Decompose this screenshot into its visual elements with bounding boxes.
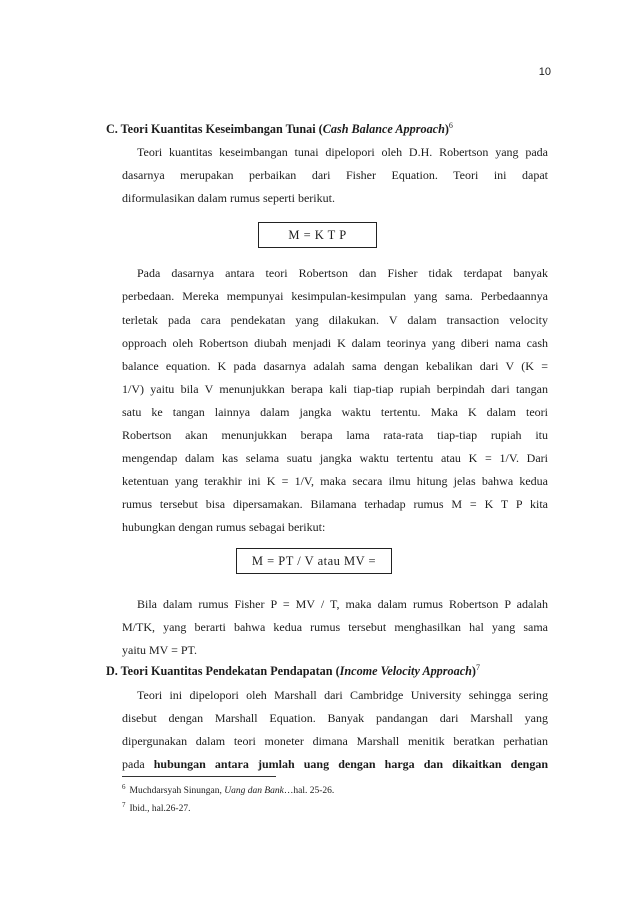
footnote-number: 6 — [122, 782, 126, 791]
page-number: 10 — [538, 66, 551, 78]
footnote-number: 7 — [122, 800, 126, 809]
section-d-italic: Income Velocity Approach — [339, 664, 472, 678]
paragraph-line: Pada dasarnya antara teori Robertson dan Fisher tidak terdapat banyak — [137, 266, 548, 280]
paragraph-line: M/TK, yang berarti bahwa kedua rumus tersebut menghasilkan hal yang sama — [122, 620, 548, 634]
paragraph-line: satu ke tangan lainnya dalam jangka waktu tertentu. Maka K dalam teori — [122, 405, 548, 419]
formula-box: M = PT / V atau MV = — [236, 548, 392, 574]
footnote-ref-6[interactable]: 6 — [448, 120, 453, 130]
paragraph-line: disebut dengan Marshall Equation. Banyak pandangan dari Marshall yang — [122, 711, 548, 725]
paragraph-line: yaitu MV = PT. — [122, 643, 197, 657]
paragraph-line: rumus tersebut bisa dipersamakan. Bilamana terhadap rumus M = K T P kita — [122, 497, 548, 511]
footnote-text: …hal. 25-26. — [283, 786, 335, 796]
section-d-close: ) — [471, 664, 476, 678]
paragraph-line: Teori kuantitas keseimbangan tunai dipelopori oleh D.H. Robertson yang pada — [137, 145, 548, 159]
section-c-open: ( — [315, 122, 323, 136]
section-c-close: ) — [444, 122, 449, 136]
footnote-title: Uang dan Bank — [224, 786, 284, 796]
footnote-ref-7[interactable]: 7 — [475, 662, 480, 672]
paragraph-line — [122, 757, 548, 772]
paragraph-line: 1/V) yaitu bila V menunjukkan berapa kali tiap-tiap rupiah berpindah dari tangan — [122, 382, 548, 396]
paragraph-line: perbedaan. Mereka mempunyai kesimpulan-kesimpulan yang sama. Perbedaannya — [122, 289, 548, 303]
section-c-label: C. Teori Kuantitas Keseimbangan Tunai — [106, 122, 316, 136]
paragraph-line: Bila dalam rumus Fisher P = MV / T, maka dalam rumus Robertson P adalah — [137, 597, 548, 611]
paragraph-line: dipergunakan dalam teori moneter dimana Marshall menitik beratkan perhatian — [122, 734, 548, 748]
paragraph-line: mengendap dalam kas selama suatu jangka waktu tertentu atau K = 1/V. Dari — [122, 451, 548, 465]
paragraph-line: opproach oleh Robertson diubah menjadi K dalam teorinya yang diberi nama cash — [122, 336, 548, 350]
paragraph-line: Robertson akan menunjukkan berapa lama rata-rata tiap-tiap rupiah itu — [122, 428, 548, 442]
paragraph-line: hubungkan dengan rumus sebagai berikut: — [122, 520, 326, 534]
footnote-7 — [122, 800, 191, 814]
section-d-heading — [106, 664, 480, 679]
line-plain-text: pada — [122, 757, 154, 771]
section-d-open: ( — [332, 664, 340, 678]
paragraph-line: terletak pada cara pendekatan yang dilakukan. V dalam transaction velocity — [122, 313, 548, 327]
emphasized-text: hubungan antara jumlah uang dengan harga dan dikaitkan dengan — [153, 757, 548, 771]
footnote-text: Ibid., hal.26-27. — [129, 804, 191, 814]
formula-box: M = K T P — [258, 222, 377, 248]
footnote-text: Muchdarsyah Sinungan, — [129, 786, 225, 796]
footnote-separator — [122, 776, 276, 777]
section-c-italic: Cash Balance Approach — [322, 122, 445, 136]
footnote-6 — [122, 782, 335, 796]
paragraph-line: Teori ini dipelopori oleh Marshall dari Cambridge University sehingga sering — [137, 688, 548, 702]
section-c-heading — [106, 122, 453, 137]
paragraph-line: ketentuan yang terakhir ini K = 1/V, maka secara ilmu hitung jelas bahwa kedua — [122, 474, 548, 488]
paragraph-line: balance equation. K pada dasarnya adalah sama dengan kebalikan dari V (K = — [122, 359, 548, 373]
paragraph-line: diformulasikan dalam rumus seperti berikut. — [122, 191, 335, 205]
paragraph-line: dasarnya merupakan perbaikan dari Fisher Equation. Teori ini dapat — [122, 168, 548, 182]
section-d-label: D. Teori Kuantitas Pendekatan Pendapatan — [106, 664, 333, 678]
